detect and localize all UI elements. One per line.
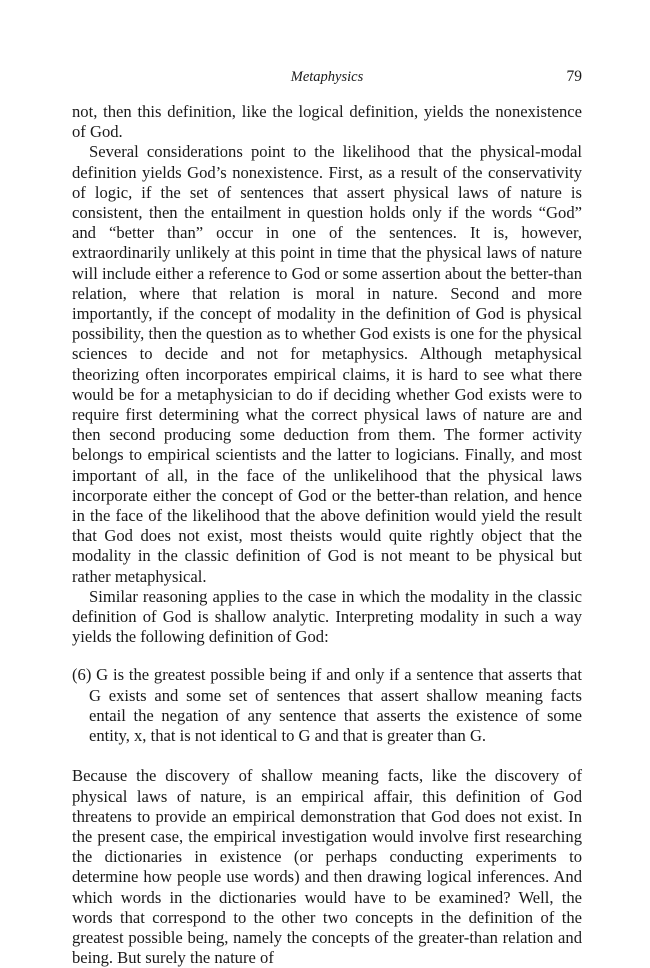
page-number: 79 (566, 68, 582, 85)
paragraph-continuation: not, then this definition, like the logical definition, yields the nonexistence of God. (72, 102, 582, 142)
running-head (72, 67, 582, 87)
numbered-definition-6: (6) G is the greatest possible being if and only if a sentence that asserts that G exists and some set of sentences that assert shallow meaning facts entail the negation of any sentence that asserts the existence of some entity, x, that is not identical to G and that is greater than G. (72, 665, 582, 746)
running-title: Metaphysics (290, 69, 364, 85)
paragraph-considerations: Several considerations point to the likelihood that the physical-modal definition yields God’s nonexistence. First, as a result of the conservativity of logic, if the set of sentences that assert physical laws of nature is consistent, then the entailment in question holds only if the words “God” and “better than” occur in one of the sentences. It is, however, extraordinarily unlikely at this point in time that the physical laws of nature will include either a reference to God or some assertion about the better-than relation, where that relation is moral in nature. Second and more importantly, if the concept of modality in the definition of God is physical possibility, then the question as to whether God exists is one for the physical sciences to decide and not for metaphysics. Although metaphysical theorizing often incorporates empirical claims, it is hard to see what there would be for a metaphysician to do if deciding whether God exists were to require first determining what the correct physical laws of nature are and then second producing some deduction from them. The former activity belongs to empirical scientists and the latter to logicians. Finally, and most important of all, in the face of the unlikelihood that the physical laws incorporate either the concept of God or the better-than relation, and hence in the face of the likelihood that the above definition would yield the result that God does not exist, most theists would quite rightly object that the modality in the classic definition of God is not meant to be physical but rather metaphysical. (72, 142, 582, 586)
paragraph-shallow-meaning: Because the discovery of shallow meaning facts, like the discovery of physical laws of nature, is an empirical affair, this definition of God threatens to provide an empirical demonstration that God does not exist. In the present case, the empirical investigation would involve first researching the dictionaries in existence (or perhaps conducting experiments to determine how people use words) and then drawing logical inferences. And which words in the dictionaries would have to be examined? Well, the words that correspond to the other two concepts in the definition of the greatest possible being, namely the concepts of the greater-than relation and being. But surely the nature of (72, 766, 582, 968)
paragraph-similar-reasoning: Similar reasoning applies to the case in which the modality in the classic definition of God is shallow analytic. Interpreting modality in such a way yields the following definition of God: (72, 586, 582, 647)
body-text (72, 102, 582, 968)
